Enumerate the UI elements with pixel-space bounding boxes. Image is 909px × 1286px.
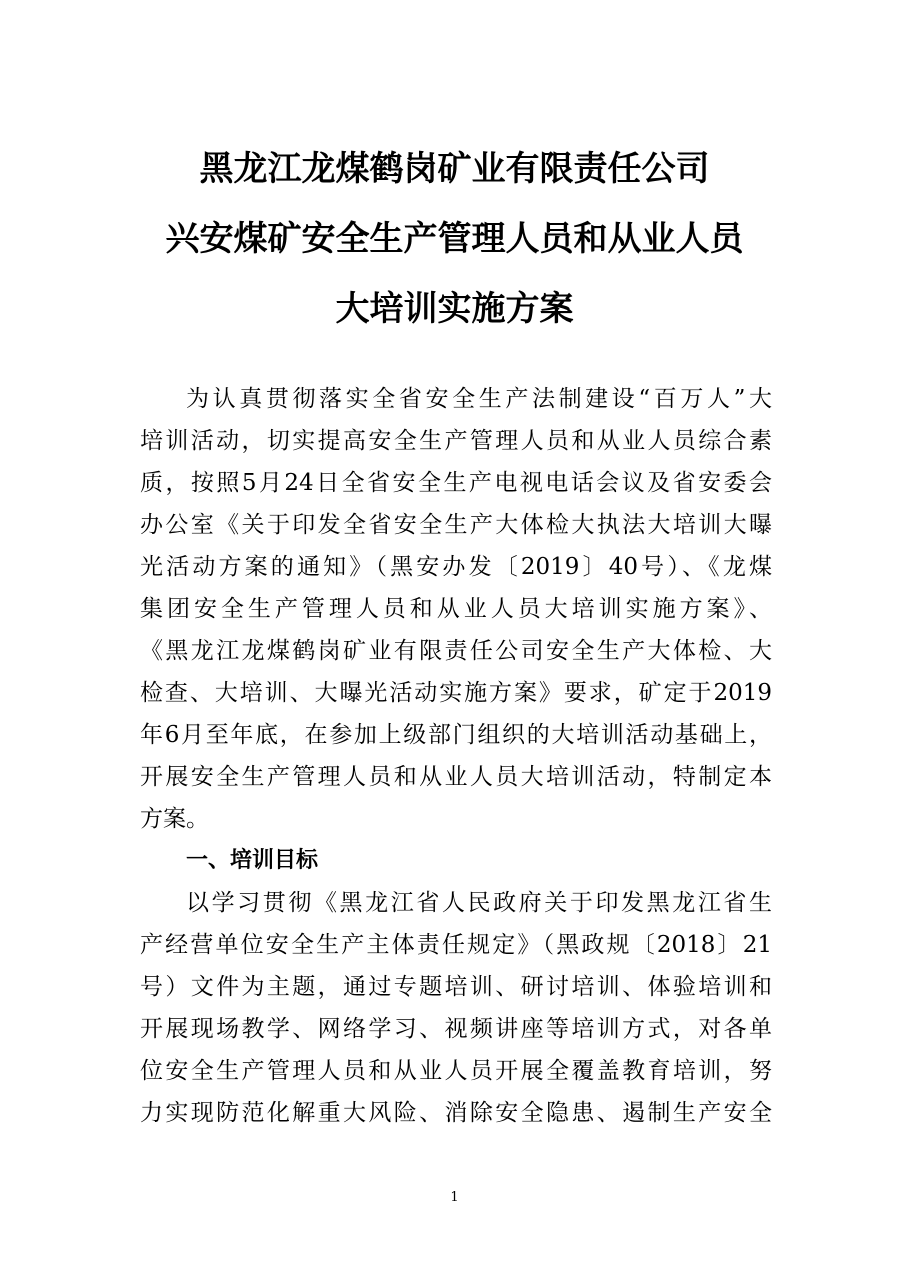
page-number: 1 — [450, 1190, 459, 1205]
text-line: 年6月至年底，在参加上级部门组织的大培训活动基础上， — [140, 722, 772, 748]
text-line: 集团安全生产管理人员和从业人员大培训实施方案》、 — [140, 596, 772, 622]
text-line: 培训活动，切实提高安全生产管理人员和从业人员综合素 — [140, 428, 772, 454]
text-line: 质，按照5月24日全省安全生产电视电话会议及省安委会 — [140, 470, 772, 496]
text-line: 为认真贯彻落实全省安全生产法制建设“百万人”大 — [186, 386, 772, 412]
text-line: 位安全生产管理人员和从业人员开展全覆盖教育培训，努 — [140, 1058, 772, 1084]
text-line: 光活动方案的通知》（黑安办发〔2019〕40号）、《龙煤 — [140, 554, 772, 580]
text-line: 开展安全生产管理人员和从业人员大培训活动，特制定本 — [140, 764, 772, 790]
document-body — [140, 378, 772, 1134]
document-title — [0, 134, 909, 344]
text-line: 方案。 — [140, 806, 209, 832]
text-line: 产经营单位安全生产主体责任规定》（黑政规〔2018〕21 — [140, 932, 772, 958]
paragraph-goal — [140, 882, 772, 1134]
text-line: 以学习贯彻《黑龙江省人民政府关于印发黑龙江省生 — [186, 890, 772, 916]
text-line: 开展现场教学、网络学习、视频讲座等培训方式，对各单 — [140, 1016, 772, 1042]
text-line: 检查、大培训、大曝光活动实施方案》要求，矿定于2019 — [140, 680, 772, 706]
paragraph-intro — [140, 378, 772, 840]
title-line-2: 兴安煤矿安全生产管理人员和从业人员 — [165, 219, 744, 259]
text-line: 办公室《关于印发全省安全生产大体检大执法大培训大曝 — [140, 512, 772, 538]
text-line: 号）文件为主题，通过专题培训、研讨培训、体验培训和 — [140, 974, 772, 1000]
title-line-3: 大培训实施方案 — [335, 289, 574, 329]
text-line: 力实现防范化解重大风险、消除安全隐患、遏制生产安全 — [140, 1100, 772, 1126]
section-heading: 一、培训目标 — [186, 848, 319, 873]
title-line-1: 黑龙江龙煤鹤岗矿业有限责任公司 — [199, 149, 710, 189]
text-line: 《黑龙江龙煤鹤岗矿业有限责任公司安全生产大体检、大 — [140, 638, 772, 664]
